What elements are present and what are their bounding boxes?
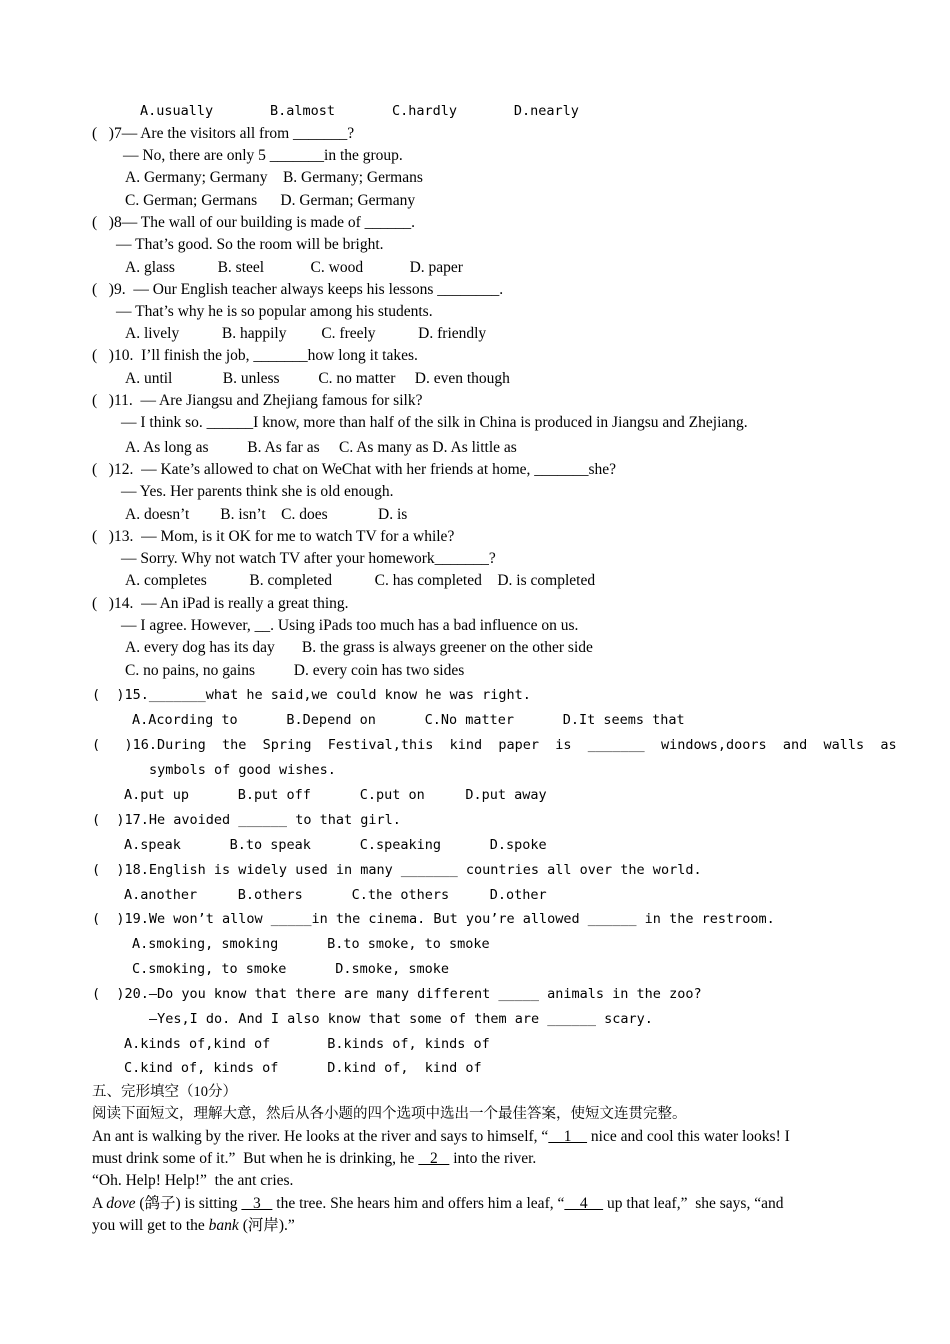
q20-stem: ( )20.—Do you know that there are many different _____ animals in the zoo? [92,986,702,1002]
q9-stem: ( )9. — Our English teacher always keeps his lessons ________. [92,281,504,298]
q11-options: A. As long as B. As far as C. As many as D. As little as [125,439,517,456]
passage-text: A [92,1195,107,1212]
bank-word: bank [208,1217,239,1234]
q10-stem: ( )10. I’ll finish the job, _______how long it takes. [92,347,418,364]
passage-text: you will get to the [92,1217,209,1234]
q14-options-2: C. no pains, no gains D. every coin has two sides [125,662,465,679]
q16-stem: ( )16.During the Spring Festival,this kind paper is _______ windows,doors and walls as [92,737,897,753]
dove-word: dove [106,1195,136,1212]
passage-line-4 [92,1196,783,1212]
q12-reply: — Yes. Her parents think she is old enough. [121,483,394,500]
q11-stem: ( )11. — Are Jiangsu and Zhejiang famous for silk? [92,392,423,409]
q9-options: A. lively B. happily C. freely D. friendly [125,325,487,342]
q13-reply: — Sorry. Why not watch TV after your homework_______? [121,550,496,567]
q17-stem: ( )17.He avoided ______ to that girl. [92,812,401,828]
q14-options-1: A. every dog has its day B. the grass is always greener on the other side [125,639,593,656]
q8-options: A. glass B. steel C. wood D. paper [125,259,463,276]
q13-options: A. completes B. completed C. has completed D. is completed [125,572,596,589]
passage-text: (鸽子) is sitting [135,1195,242,1212]
section-instruction: 阅读下面短文，理解大意，然后从各小题的四个选项中选出一个最佳答案，使短文连贯完整。 [92,1106,687,1122]
q8-reply: — That’s good. So the room will be bright. [116,236,384,253]
blank-3: 3 [241,1195,273,1212]
q20-options-2: C.kind of, kinds of D.kind of, kind of [124,1060,482,1076]
q19-stem: ( )19.We won’t allow _____in the cinema. But you’re allowed ______ in the restroom. [92,911,775,927]
q20-options-1: A.kinds of,kind of B.kinds of, kinds of [124,1036,490,1052]
q16-options: A.put up B.put off C.put on D.put away [124,787,547,803]
passage-text: up that leaf,” she says, “and [603,1195,784,1212]
q7-reply: — No, there are only 5 _______in the group. [123,147,403,164]
q7-options-2: C. German; Germans D. German; Germany [125,192,416,209]
q11-reply: — I think so. ______I know, more than half of the silk in China is produced in Jiangsu and Zhejiang. [121,414,748,431]
q16-stem-continued: symbols of good wishes. [149,762,336,778]
passage-text: into the river. [449,1150,537,1167]
q6-options: A.usually B.almost C.hardly D.nearly [140,103,579,119]
passage-text: nice and cool this water looks! I [587,1128,790,1145]
q9-reply: — That’s why he is so popular among his students. [116,303,433,320]
q7-stem: ( )7— Are the visitors all from _______? [92,125,355,142]
passage-text: An ant is walking by the river. He looks at the river and says to himself, “ [92,1128,549,1145]
q18-options: A.another B.others C.the others D.other [124,887,547,903]
q12-options: A. doesn’t B. isn’t C. does D. is [125,506,408,523]
passage-text: the tree. She hears him and offers him a leaf, “ [272,1195,565,1212]
q15-options: A.Acording to B.Depend on C.No matter D.It seems that [132,712,685,728]
section-heading: 五、完形填空（10分） [92,1084,237,1100]
q14-stem: ( )14. — An iPad is really a great thing. [92,595,349,612]
q17-options: A.speak B.to speak C.speaking D.spoke [124,837,547,853]
q13-stem: ( )13. — Mom, is it OK for me to watch TV for a while? [92,528,455,545]
q8-stem: ( )8— The wall of our building is made of ______. [92,214,416,231]
q10-options: A. until B. unless C. no matter D. even though [125,370,510,387]
passage-line-3: “Oh. Help! Help!” the ant cries. [92,1172,294,1189]
passage-text: (河岸).” [238,1217,295,1234]
q7-options-1: A. Germany; Germany B. Germany; Germans [125,169,423,186]
q14-reply: — I agree. However, __. Using iPads too much has a bad influence on us. [121,617,579,634]
q20-reply: —Yes,I do. And I also know that some of them are ______ scary. [149,1011,653,1027]
passage-line-5 [92,1218,295,1234]
q19-options-2: C.smoking, to smoke D.smoke, smoke [132,961,449,977]
q18-stem: ( )18.English is widely used in many _______ countries all over the world. [92,862,702,878]
q15-stem: ( )15._______what he said,we could know he was right. [92,687,531,703]
blank-4: 4 [564,1195,604,1212]
q19-options-1: A.smoking, smoking B.to smoke, to smoke [132,936,490,952]
q12-stem: ( )12. — Kate’s allowed to chat on WeChat with her friends at home, _______she? [92,461,617,478]
blank-2: 2 [418,1150,450,1167]
passage-line-2 [92,1151,536,1167]
passage-line-1 [92,1129,790,1145]
passage-text: must drink some of it.” But when he is drinking, he [92,1150,419,1167]
blank-1: 1 [548,1128,588,1145]
